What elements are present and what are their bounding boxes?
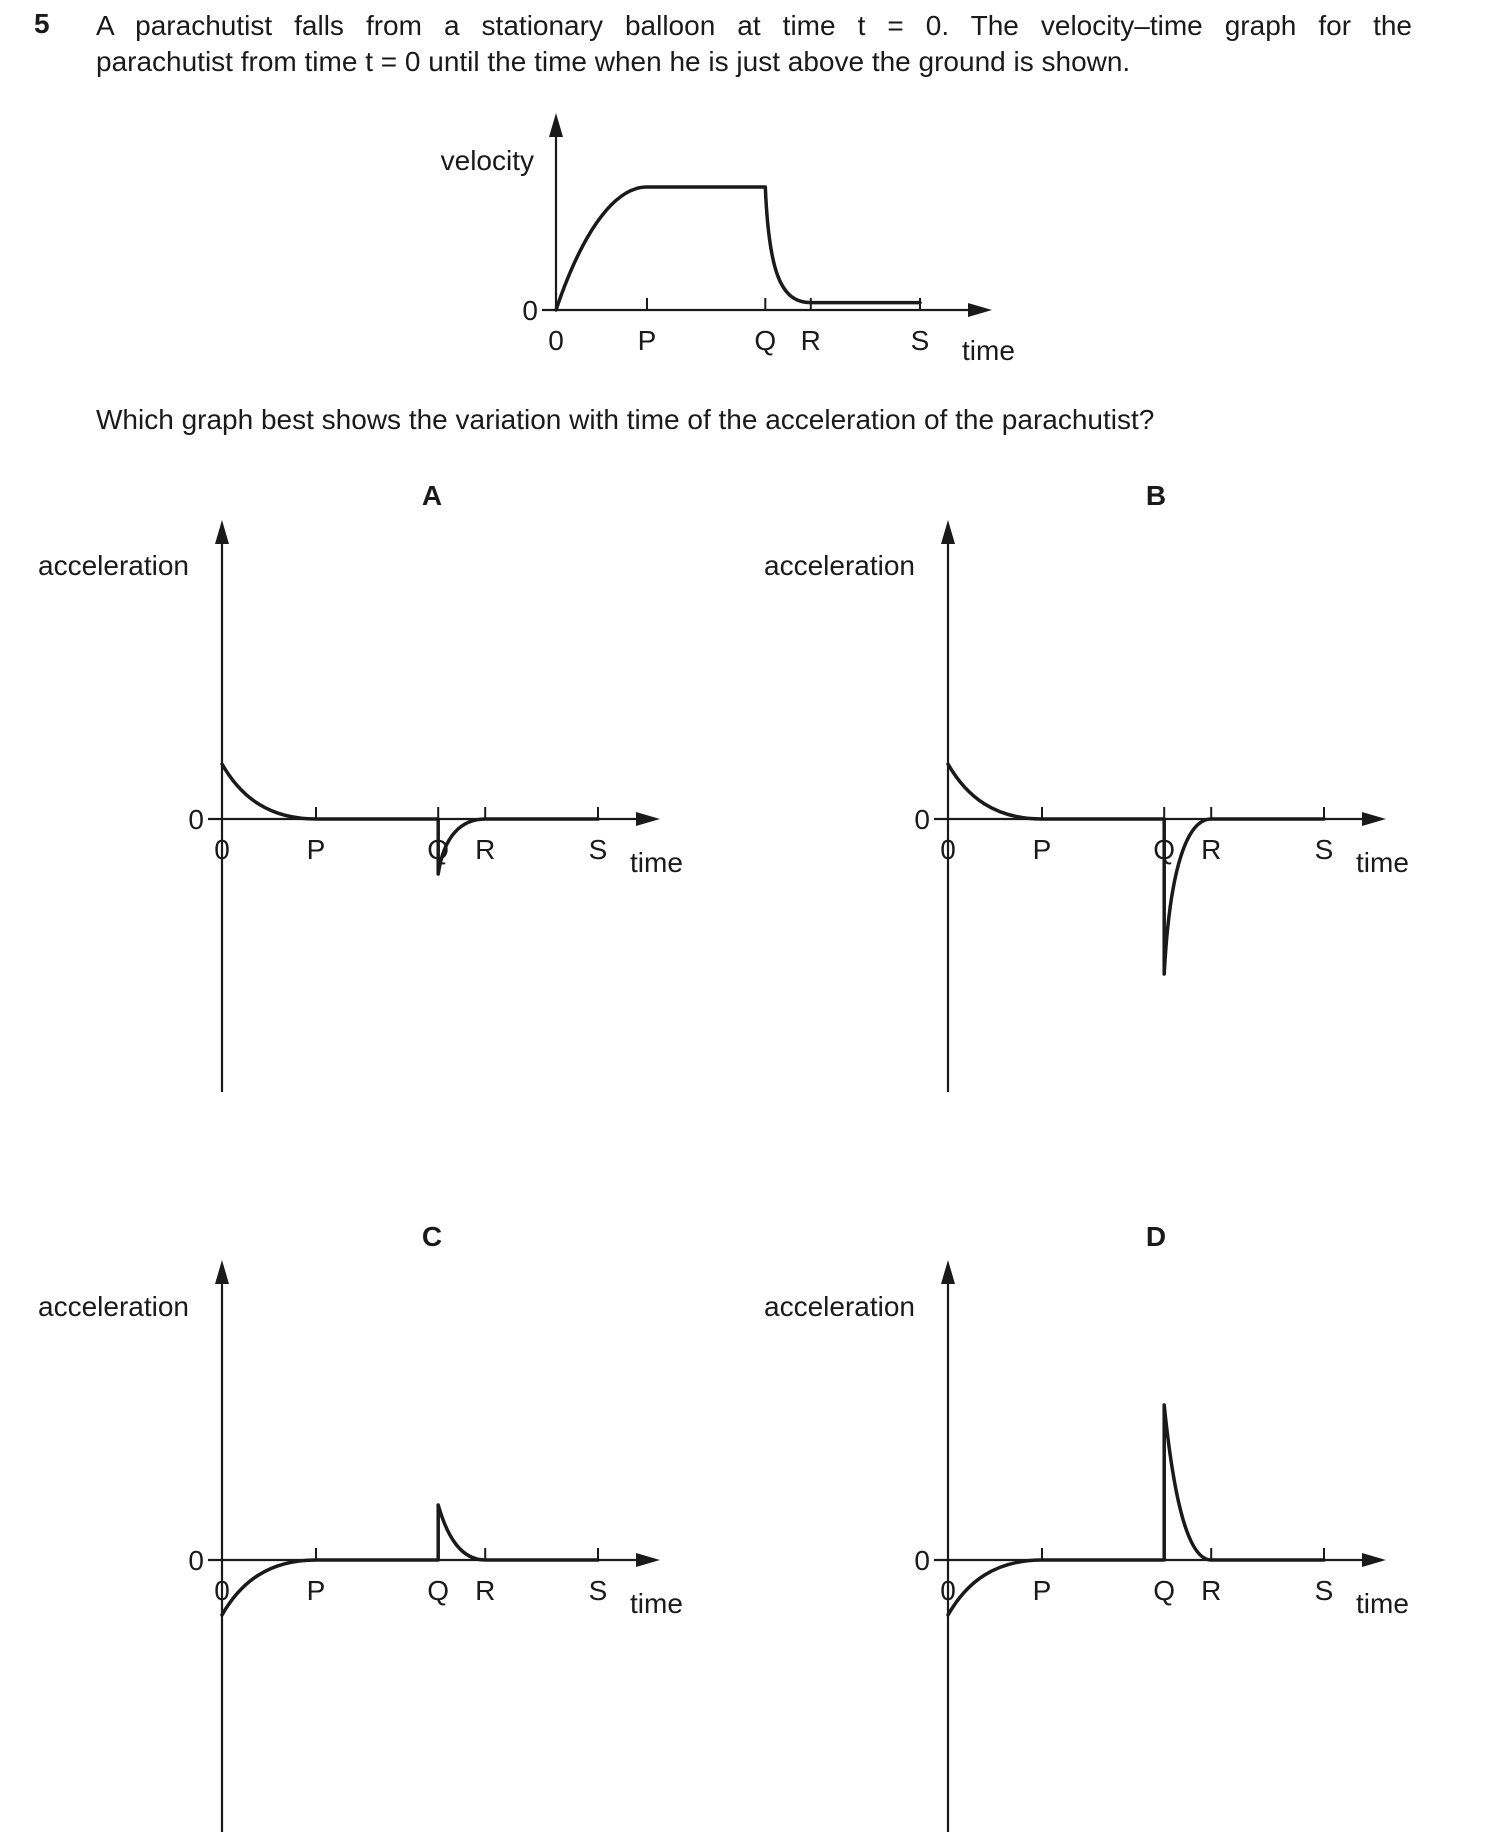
x-tick-label-R: R [475,834,496,865]
x-axis-label: time [630,847,683,878]
x-tick-label-P: P [1032,834,1052,865]
y-axis-label: acceleration [764,550,915,581]
option-D-chart [764,1221,1409,1832]
y-axis-arrow [215,520,229,544]
option-C-chart [38,1221,683,1832]
x-axis-arrow [968,303,992,317]
y-axis-arrow [941,520,955,544]
x-tick-label-S: S [1314,1575,1334,1606]
x-axis-label: time [630,1588,683,1619]
y-zero-label: 0 [914,1545,930,1576]
option-B-chart [764,480,1409,1092]
x-tick-label-Q: Q [427,1575,450,1606]
option-label-A: A [421,480,443,511]
y-axis-arrow [549,113,563,137]
x-tick-label-P: P [306,1575,326,1606]
x-tick-label-S: S [910,325,930,356]
x-tick-label-R: R [475,1575,496,1606]
y-zero-label: 0 [914,804,930,835]
y-axis-arrow [215,1260,229,1284]
y-zero-label: 0 [188,804,204,835]
acceleration-curve [948,1405,1324,1615]
y-axis-arrow [941,1260,955,1284]
x-axis-label: time [1356,847,1409,878]
x-tick-label-0: 0 [214,1575,230,1606]
x-axis-arrow [636,1553,660,1567]
x-tick-label-S: S [588,834,608,865]
x-axis-label: time [1356,1588,1409,1619]
question-line-1: A parachutist falls from a stationary balloon at time t = 0. The velocity–time graph for the [96,10,1412,41]
x-tick-label-S: S [1314,834,1334,865]
x-tick-label-0: 0 [214,834,230,865]
question-line-2: parachutist from time t = 0 until the time when he is just above the ground is shown. [96,46,1131,77]
option-label-C: C [421,1221,443,1252]
y-axis-label: velocity [440,145,534,176]
acceleration-curve [948,764,1324,974]
x-tick-label-P: P [637,325,657,356]
x-tick-label-R: R [1201,834,1222,865]
x-tick-label-0: 0 [940,1575,956,1606]
x-axis-arrow [636,812,660,826]
y-axis-label: acceleration [764,1291,915,1322]
x-axis-label: time [962,335,1015,366]
question-number: 5 [34,8,50,39]
x-tick-label-Q: Q [427,834,450,865]
x-axis-arrow [1362,812,1386,826]
option-label-D: D [1145,1221,1167,1252]
x-tick-label-Q: Q [1153,834,1176,865]
velocity-graph-chart [441,113,1015,366]
x-tick-label-S: S [588,1575,608,1606]
velocity-curve [556,187,920,310]
x-tick-label-R: R [800,325,821,356]
x-tick-label-P: P [1032,1575,1052,1606]
y-axis-label: acceleration [38,550,189,581]
x-tick-label-0: 0 [548,325,564,356]
option-label-B: B [1145,480,1167,511]
question-prompt: Which graph best shows the variation with time of the acceleration of the parachutist? [96,404,1155,435]
x-tick-label-R: R [1201,1575,1222,1606]
option-A-chart [38,480,683,1092]
y-zero-label: 0 [522,295,538,326]
y-axis-label: acceleration [38,1291,189,1322]
x-tick-label-0: 0 [940,834,956,865]
y-zero-label: 0 [188,1545,204,1576]
x-axis-arrow [1362,1553,1386,1567]
x-tick-label-P: P [306,834,326,865]
x-tick-label-Q: Q [754,325,777,356]
x-tick-label-Q: Q [1153,1575,1176,1606]
